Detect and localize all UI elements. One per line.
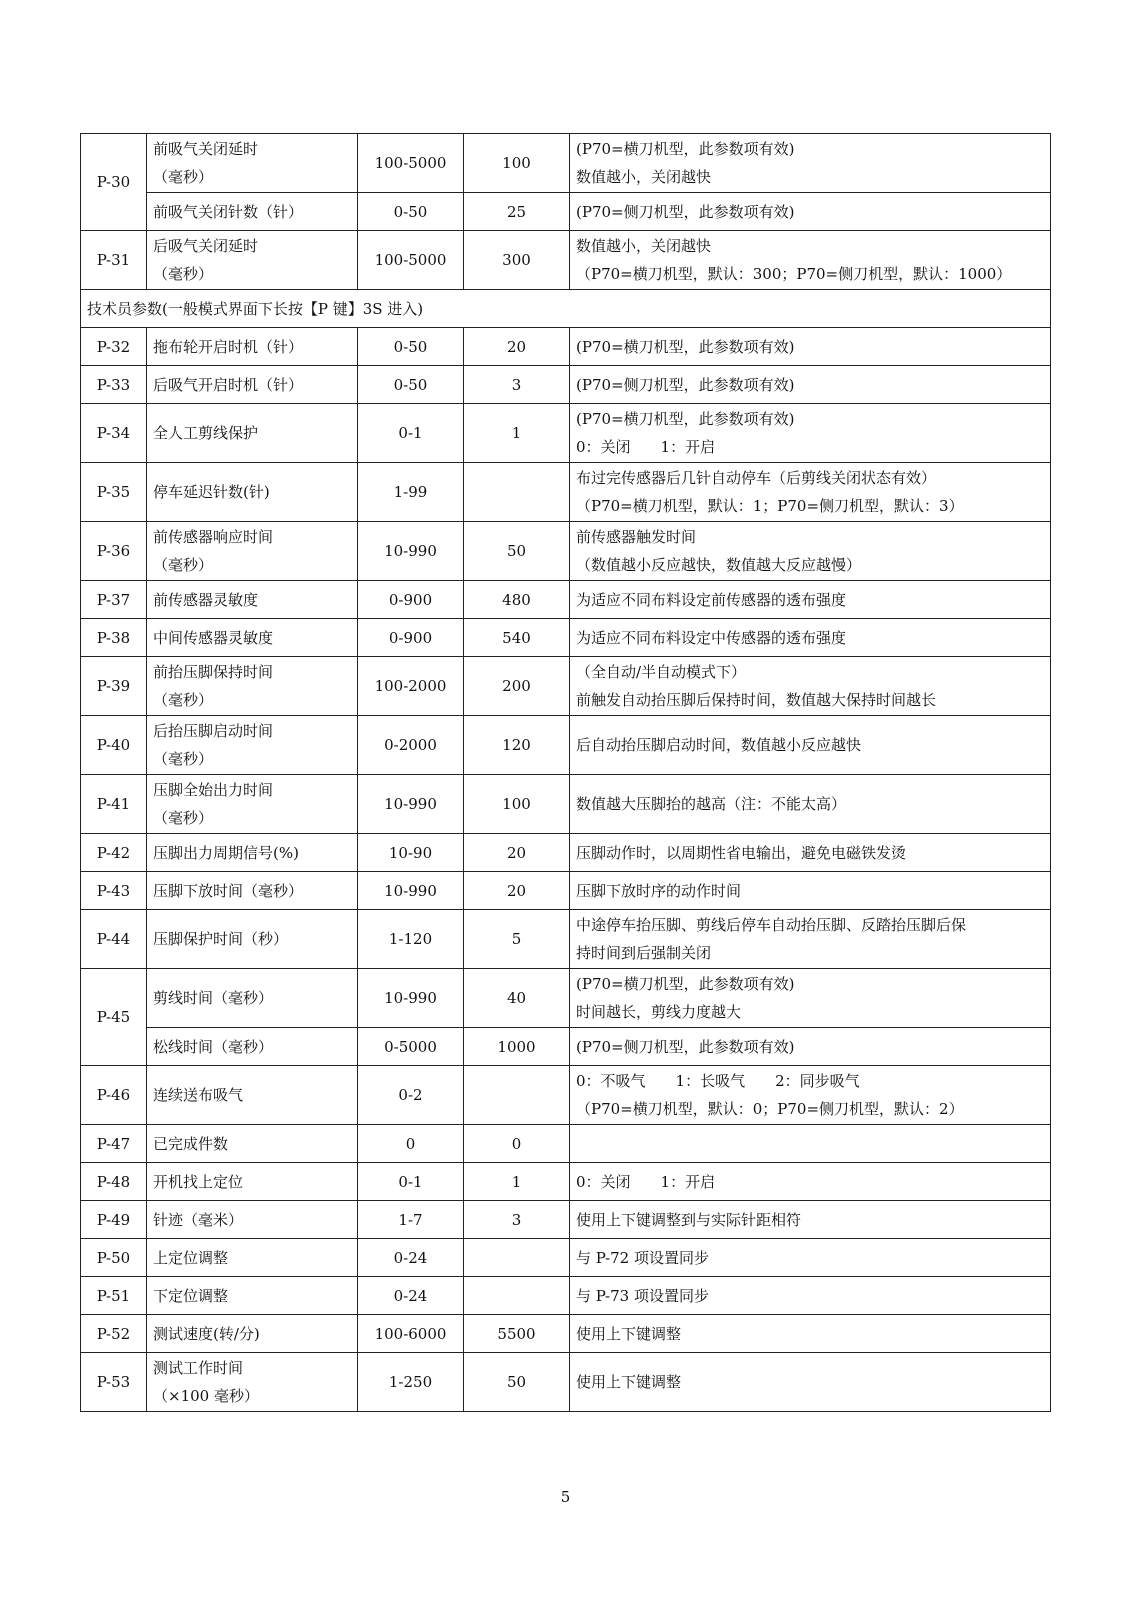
param-desc: 数值越大压脚抬的越高（注：不能太高） xyxy=(570,775,1051,834)
param-desc: 数值越小，关闭越快 （P70=横刀机型，默认：300；P70=侧刀机型，默认：1000） xyxy=(570,231,1051,290)
param-desc: 前传感器触发时间 （数值越小反应越快，数值越大反应越慢） xyxy=(570,522,1051,581)
param-default: 20 xyxy=(464,834,570,872)
table-row xyxy=(81,1125,1051,1163)
table-row xyxy=(81,1277,1051,1315)
param-desc: 使用上下键调整 xyxy=(570,1315,1051,1353)
param-code: P-45 xyxy=(81,969,147,1066)
section-title: 技术员参数(一般模式界面下长按【P 键】3S 进入) xyxy=(81,290,1051,328)
page-number: 5 xyxy=(560,1488,571,1506)
param-code: P-53 xyxy=(81,1353,147,1412)
param-code: P-40 xyxy=(81,716,147,775)
param-desc: (P70=横刀机型，此参数项有效) 时间越长，剪线力度越大 xyxy=(570,969,1051,1028)
param-range: 0-50 xyxy=(358,193,464,231)
param-name: 测试速度(转/分) xyxy=(147,1315,358,1353)
table-row xyxy=(81,1066,1051,1125)
table-row xyxy=(81,463,1051,522)
param-desc: (P70=横刀机型，此参数项有效) 0：关闭 1：开启 xyxy=(570,404,1051,463)
param-code: P-44 xyxy=(81,910,147,969)
param-range: 0-1 xyxy=(358,404,464,463)
param-default: 20 xyxy=(464,872,570,910)
param-range: 100-2000 xyxy=(358,657,464,716)
param-code: P-52 xyxy=(81,1315,147,1353)
param-name: 前传感器灵敏度 xyxy=(147,581,358,619)
param-name: 前吸气关闭针数（针） xyxy=(147,193,358,231)
param-code: P-50 xyxy=(81,1239,147,1277)
param-name: 已完成件数 xyxy=(147,1125,358,1163)
table-row xyxy=(81,328,1051,366)
param-range: 10-990 xyxy=(358,775,464,834)
param-name: 压脚出力周期信号(%) xyxy=(147,834,358,872)
param-name: 后抬压脚启动时间 （毫秒） xyxy=(147,716,358,775)
table-row xyxy=(81,1201,1051,1239)
table-row xyxy=(81,366,1051,404)
param-default: 100 xyxy=(464,775,570,834)
param-code: P-30 xyxy=(81,134,147,231)
param-code: P-34 xyxy=(81,404,147,463)
param-code: P-33 xyxy=(81,366,147,404)
param-default: 100 xyxy=(464,134,570,193)
param-range: 10-990 xyxy=(358,522,464,581)
param-default xyxy=(464,1066,570,1125)
param-code: P-46 xyxy=(81,1066,147,1125)
table-row xyxy=(81,193,1051,231)
table-row xyxy=(81,872,1051,910)
param-default: 120 xyxy=(464,716,570,775)
param-desc: 布过完传感器后几针自动停车（后剪线关闭状态有效） （P70=横刀机型，默认：1；P70=侧刀机型，默认：3） xyxy=(570,463,1051,522)
param-name: 前抬压脚保持时间 （毫秒） xyxy=(147,657,358,716)
table-row xyxy=(81,1353,1051,1412)
param-code: P-35 xyxy=(81,463,147,522)
table-row xyxy=(81,231,1051,290)
param-name: 全人工剪线保护 xyxy=(147,404,358,463)
table-row xyxy=(81,834,1051,872)
param-range: 0-2000 xyxy=(358,716,464,775)
param-range: 10-90 xyxy=(358,834,464,872)
param-desc: 使用上下键调整到与实际针距相符 xyxy=(570,1201,1051,1239)
param-code: P-49 xyxy=(81,1201,147,1239)
param-code: P-39 xyxy=(81,657,147,716)
param-desc: 0：关闭 1：开启 xyxy=(570,1163,1051,1201)
param-desc: 压脚动作时，以周期性省电输出，避免电磁铁发烫 xyxy=(570,834,1051,872)
param-range: 0-24 xyxy=(358,1239,464,1277)
param-code: P-37 xyxy=(81,581,147,619)
param-desc: 与 P-73 项设置同步 xyxy=(570,1277,1051,1315)
param-default xyxy=(464,1239,570,1277)
param-code: P-43 xyxy=(81,872,147,910)
param-name: 针迹（毫米） xyxy=(147,1201,358,1239)
param-default xyxy=(464,463,570,522)
param-code: P-42 xyxy=(81,834,147,872)
param-default: 1 xyxy=(464,404,570,463)
table-row xyxy=(81,522,1051,581)
param-desc: （全自动/半自动模式下） 前触发自动抬压脚后保持时间，数值越大保持时间越长 xyxy=(570,657,1051,716)
parameter-table xyxy=(80,133,1051,1412)
param-default: 200 xyxy=(464,657,570,716)
param-desc: (P70=横刀机型，此参数项有效) xyxy=(570,328,1051,366)
param-range: 0-50 xyxy=(358,328,464,366)
param-range: 10-990 xyxy=(358,872,464,910)
param-code: P-47 xyxy=(81,1125,147,1163)
param-code: P-48 xyxy=(81,1163,147,1201)
param-desc: 中途停车抬压脚、剪线后停车自动抬压脚、反踏抬压脚后保 持时间到后强制关闭 xyxy=(570,910,1051,969)
param-default: 50 xyxy=(464,1353,570,1412)
param-range: 0-2 xyxy=(358,1066,464,1125)
param-range: 100-5000 xyxy=(358,231,464,290)
param-name: 连续送布吸气 xyxy=(147,1066,358,1125)
param-default xyxy=(464,1277,570,1315)
param-name: 停车延迟针数(针) xyxy=(147,463,358,522)
table-row xyxy=(81,1315,1051,1353)
param-range: 10-990 xyxy=(358,969,464,1028)
param-default: 3 xyxy=(464,1201,570,1239)
param-desc: (P70=横刀机型，此参数项有效) 数值越小，关闭越快 xyxy=(570,134,1051,193)
param-desc: 使用上下键调整 xyxy=(570,1353,1051,1412)
param-default: 50 xyxy=(464,522,570,581)
param-range: 0-1 xyxy=(358,1163,464,1201)
param-range: 1-7 xyxy=(358,1201,464,1239)
param-desc: 为适应不同布料设定前传感器的透布强度 xyxy=(570,581,1051,619)
table-row xyxy=(81,581,1051,619)
param-desc: 0：不吸气 1：长吸气 2：同步吸气 （P70=横刀机型，默认：0；P70=侧刀机型，默认：2） xyxy=(570,1066,1051,1125)
param-name: 压脚下放时间（毫秒） xyxy=(147,872,358,910)
param-range: 1-120 xyxy=(358,910,464,969)
param-default: 5500 xyxy=(464,1315,570,1353)
table-row xyxy=(81,404,1051,463)
table-row xyxy=(81,1028,1051,1066)
param-name: 剪线时间（毫秒） xyxy=(147,969,358,1028)
param-desc: 后自动抬压脚启动时间，数值越小反应越快 xyxy=(570,716,1051,775)
param-name: 开机找上定位 xyxy=(147,1163,358,1201)
param-range: 1-99 xyxy=(358,463,464,522)
param-range: 100-5000 xyxy=(358,134,464,193)
param-default: 3 xyxy=(464,366,570,404)
table-row xyxy=(81,775,1051,834)
table-row xyxy=(81,134,1051,193)
param-range: 0-900 xyxy=(358,581,464,619)
table-row xyxy=(81,1163,1051,1201)
param-name: 拖布轮开启时机（针） xyxy=(147,328,358,366)
param-default: 1000 xyxy=(464,1028,570,1066)
param-name: 中间传感器灵敏度 xyxy=(147,619,358,657)
param-default: 540 xyxy=(464,619,570,657)
param-desc: (P70=侧刀机型，此参数项有效) xyxy=(570,366,1051,404)
param-name: 后吸气开启时机（针） xyxy=(147,366,358,404)
param-range: 0-24 xyxy=(358,1277,464,1315)
param-desc: (P70=侧刀机型，此参数项有效) xyxy=(570,193,1051,231)
param-default: 0 xyxy=(464,1125,570,1163)
param-name: 前吸气关闭延时 （毫秒） xyxy=(147,134,358,193)
param-desc: 为适应不同布料设定中传感器的透布强度 xyxy=(570,619,1051,657)
param-name: 压脚保护时间（秒） xyxy=(147,910,358,969)
param-name: 下定位调整 xyxy=(147,1277,358,1315)
param-name: 前传感器响应时间 （毫秒） xyxy=(147,522,358,581)
param-default: 20 xyxy=(464,328,570,366)
table-row xyxy=(81,657,1051,716)
table-row xyxy=(81,910,1051,969)
param-code: P-31 xyxy=(81,231,147,290)
param-desc: 压脚下放时序的动作时间 xyxy=(570,872,1051,910)
param-desc: 与 P-72 项设置同步 xyxy=(570,1239,1051,1277)
table-row xyxy=(81,969,1051,1028)
param-range: 1-250 xyxy=(358,1353,464,1412)
param-code: P-36 xyxy=(81,522,147,581)
param-default: 25 xyxy=(464,193,570,231)
table-row xyxy=(81,1239,1051,1277)
table-row xyxy=(81,290,1051,328)
param-desc: (P70=侧刀机型，此参数项有效) xyxy=(570,1028,1051,1066)
param-name: 后吸气关闭延时 （毫秒） xyxy=(147,231,358,290)
param-code: P-51 xyxy=(81,1277,147,1315)
param-range: 0-900 xyxy=(358,619,464,657)
param-name: 上定位调整 xyxy=(147,1239,358,1277)
param-range: 0 xyxy=(358,1125,464,1163)
param-code: P-41 xyxy=(81,775,147,834)
table-row xyxy=(81,619,1051,657)
param-code: P-38 xyxy=(81,619,147,657)
param-default: 1 xyxy=(464,1163,570,1201)
table-row xyxy=(81,716,1051,775)
param-desc xyxy=(570,1125,1051,1163)
param-range: 100-6000 xyxy=(358,1315,464,1353)
param-name: 测试工作时间 （×100 毫秒） xyxy=(147,1353,358,1412)
param-name: 压脚全始出力时间 （毫秒） xyxy=(147,775,358,834)
param-default: 40 xyxy=(464,969,570,1028)
param-range: 0-5000 xyxy=(358,1028,464,1066)
param-default: 5 xyxy=(464,910,570,969)
param-name: 松线时间（毫秒） xyxy=(147,1028,358,1066)
param-range: 0-50 xyxy=(358,366,464,404)
param-default: 480 xyxy=(464,581,570,619)
param-default: 300 xyxy=(464,231,570,290)
param-code: P-32 xyxy=(81,328,147,366)
